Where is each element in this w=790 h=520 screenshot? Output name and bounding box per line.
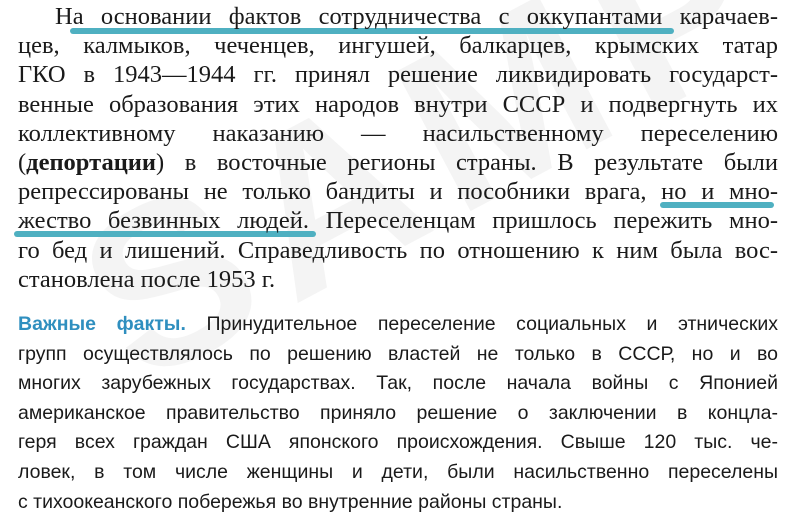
term-open-paren: ( (18, 148, 27, 176)
text-line: На основании фактов сотрудничества с оккупантами карачаев- (55, 3, 778, 30)
facts-line: многих зарубежных государствах. Так, после начала войны с Японией (18, 372, 778, 395)
text-line: коллективному наказанию — насильственному переселению (18, 119, 778, 147)
facts-line: ловек, в том числе женщины и дети, были насильственно переселены (18, 460, 778, 483)
term-close-paren: ) (156, 148, 165, 176)
text-line: жество безвинных людей. Переселенцам пришлось пережить мно- (18, 207, 778, 235)
text-line: цев, калмыков, чеченцев, ингушей, балкарцев, крымских татар (18, 32, 778, 60)
facts-line: с тихоокеанского побережья во внутренние районы страны. (18, 490, 563, 513)
facts-line (18, 310, 778, 340)
text-line: репрессированы не только бандиты и пособники врага, но и мно- (18, 178, 778, 206)
text-line: венные образования этих народов внутри СССР и подвергнуть их (18, 90, 778, 118)
text-line-with-term (18, 148, 778, 177)
text-line: становлена после 1953 г. (18, 265, 276, 293)
text-line: ГКО в 1943—1944 гг. принял решение ликвидировать государст- (18, 61, 778, 89)
main-paragraph (18, 2, 778, 294)
term-deportation: депортации (26, 148, 157, 176)
facts-text: Принудительное переселение социальных и этнических (206, 313, 778, 335)
facts-line: групп осуществлялось по решению властей не только в СССР, но и во (18, 342, 778, 365)
facts-title: Важные факты. (18, 313, 186, 335)
text-fragment: в восточные регионы страны. В результате были (184, 148, 778, 176)
facts-line: американское правительство приняло решение о заключении в концла- (18, 401, 778, 424)
text-line: го бед и лишений. Справедливость по отношению к ним была вос- (18, 236, 778, 264)
facts-line: геря всех граждан США японского происхождения. Свыше 120 тыс. че- (18, 431, 778, 454)
important-facts-box (18, 310, 778, 517)
